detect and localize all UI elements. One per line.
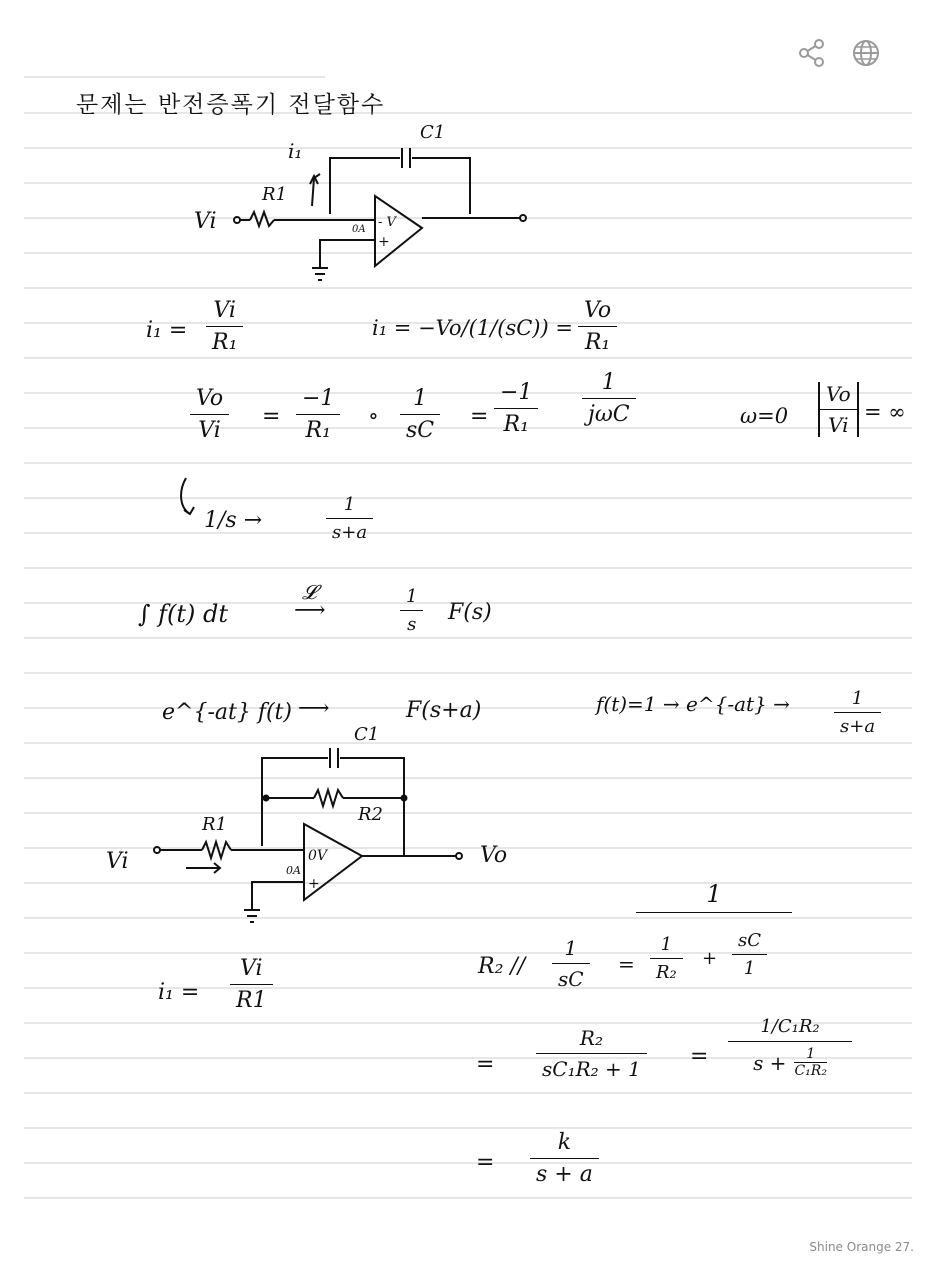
frac-vi-over-r1-b: $\frac{Vi}{R1}$: [230, 956, 273, 1013]
label-zero-a: 0A: [352, 224, 366, 235]
eq-equals-2: =: [470, 404, 489, 429]
label-i1: i₁: [288, 139, 303, 163]
eq-integral: ∫ f(t) dt: [138, 600, 229, 628]
eq-shift-rhs: F(s+a): [406, 698, 482, 723]
frac-sc-over-1: $\frac{sC}{1}$: [732, 930, 767, 979]
frac-vo-over-r1: $\frac{Vo}{\text{R₁}}$: [578, 298, 617, 355]
frac-1-over-r2: $\frac{1}{\text{R₂}}$: [650, 934, 683, 983]
label-r1-b: R1: [202, 814, 228, 835]
eq-infinity: = ∞: [864, 400, 906, 424]
label-r1: R1: [262, 184, 288, 205]
eq-equals-4: =: [476, 1052, 495, 1077]
label-r2: R2: [358, 804, 384, 825]
frac-1-over-s-plus-a-b: $\frac{1}{s+a}$: [834, 688, 881, 737]
frac-k-over-s-plus-a: $\frac{k}{s + a}$: [530, 1130, 599, 1187]
eq-plus: +: [702, 948, 718, 969]
eq-shift-lhs: e^{-at} f(t): [162, 700, 292, 725]
label-zero-v: 0V: [308, 848, 328, 864]
eq-equals-6: =: [476, 1150, 495, 1175]
hook-arrow: [176, 474, 206, 524]
integrator-circuit: [180, 118, 540, 298]
compound-numerator: 1: [636, 880, 792, 913]
frac-normalized-den-s: s +: [753, 1050, 787, 1075]
share-icon[interactable]: [797, 38, 827, 68]
compound-fraction: [636, 880, 792, 913]
globe-icon[interactable]: [851, 38, 881, 68]
eq-i1-right: i₁ = −Vo/(1/(sC)) =: [372, 316, 573, 340]
frac-vo-over-vi: $\frac{Vo}{Vi}$: [190, 386, 229, 443]
label-vi-b: Vi: [106, 849, 129, 874]
eq-1-over-s: 1/s →: [204, 508, 263, 533]
label-c1: C1: [420, 122, 446, 143]
label-plus-b: +: [308, 876, 320, 892]
frac-1-over-sc-b: $\frac{1}{sC}$: [552, 936, 590, 991]
eq-f-of-s: F(s): [448, 600, 492, 625]
shift-arrow: ⟶: [298, 696, 330, 721]
lossy-integrator-circuit: [100, 722, 520, 932]
footer-signature: Shine Orange 27.: [809, 1240, 914, 1254]
label-vi: Vi: [194, 209, 217, 234]
page-title: 문제는 반전증폭기 전달함수: [76, 92, 386, 118]
frac-minus1-over-r1-b: $\frac{-1}{\text{R₁}}$: [494, 380, 538, 437]
label-vo: Vo: [480, 843, 508, 868]
eq-equals: =: [262, 404, 281, 429]
frac-r2-over-sc1r2-plus-1: $\frac{\text{R₂}}{\text{sC₁R₂ + 1}}$: [536, 1026, 647, 1081]
label-plus: +: [378, 234, 390, 250]
laplace-arrow: ⟶: [294, 598, 326, 623]
eq-equals-3: =: [618, 952, 635, 976]
eq-i1-left: i₁ =: [146, 318, 188, 343]
frac-1-over-s: $\frac{1}{s}$: [400, 586, 423, 635]
eq-equals-5: =: [690, 1044, 709, 1069]
frac-minus1-over-r1: $\frac{-1}{\text{R₁}}$: [296, 386, 340, 443]
eq-shift-condition: f(t)=1 → e^{-at} →: [596, 692, 790, 716]
eq-i1-b: i₁ =: [158, 980, 200, 1005]
label-c1-b: C1: [354, 724, 380, 745]
frac-normalized: [728, 1016, 852, 1079]
frac-normalized-num: 1/C₁R₂: [728, 1016, 852, 1042]
eq-parallel: R₂ //: [478, 954, 526, 979]
laplace-symbol: 𝓛: [302, 580, 317, 604]
frac-abs-vo-vi: $\frac{Vo}{Vi}$: [818, 382, 859, 437]
label-minus-v: - V: [378, 215, 396, 230]
eq-omega-zero: ω=0: [740, 404, 789, 428]
frac-1-over-c1r2: $\frac{1}{\text{C₁R₂}}$: [794, 1046, 827, 1079]
label-zero-a-b: 0A: [286, 864, 301, 877]
frac-vi-over-r1: $\frac{Vi}{\text{R₁}}$: [206, 298, 243, 355]
frac-1-over-s-plus-a: $\frac{1}{s+a}$: [326, 494, 373, 543]
eq-dot: ∘: [368, 404, 379, 429]
frac-1-over-jwc: 1 jωC: [582, 370, 636, 427]
frac-1-over-sc: $\frac{1}{sC}$: [400, 386, 440, 443]
